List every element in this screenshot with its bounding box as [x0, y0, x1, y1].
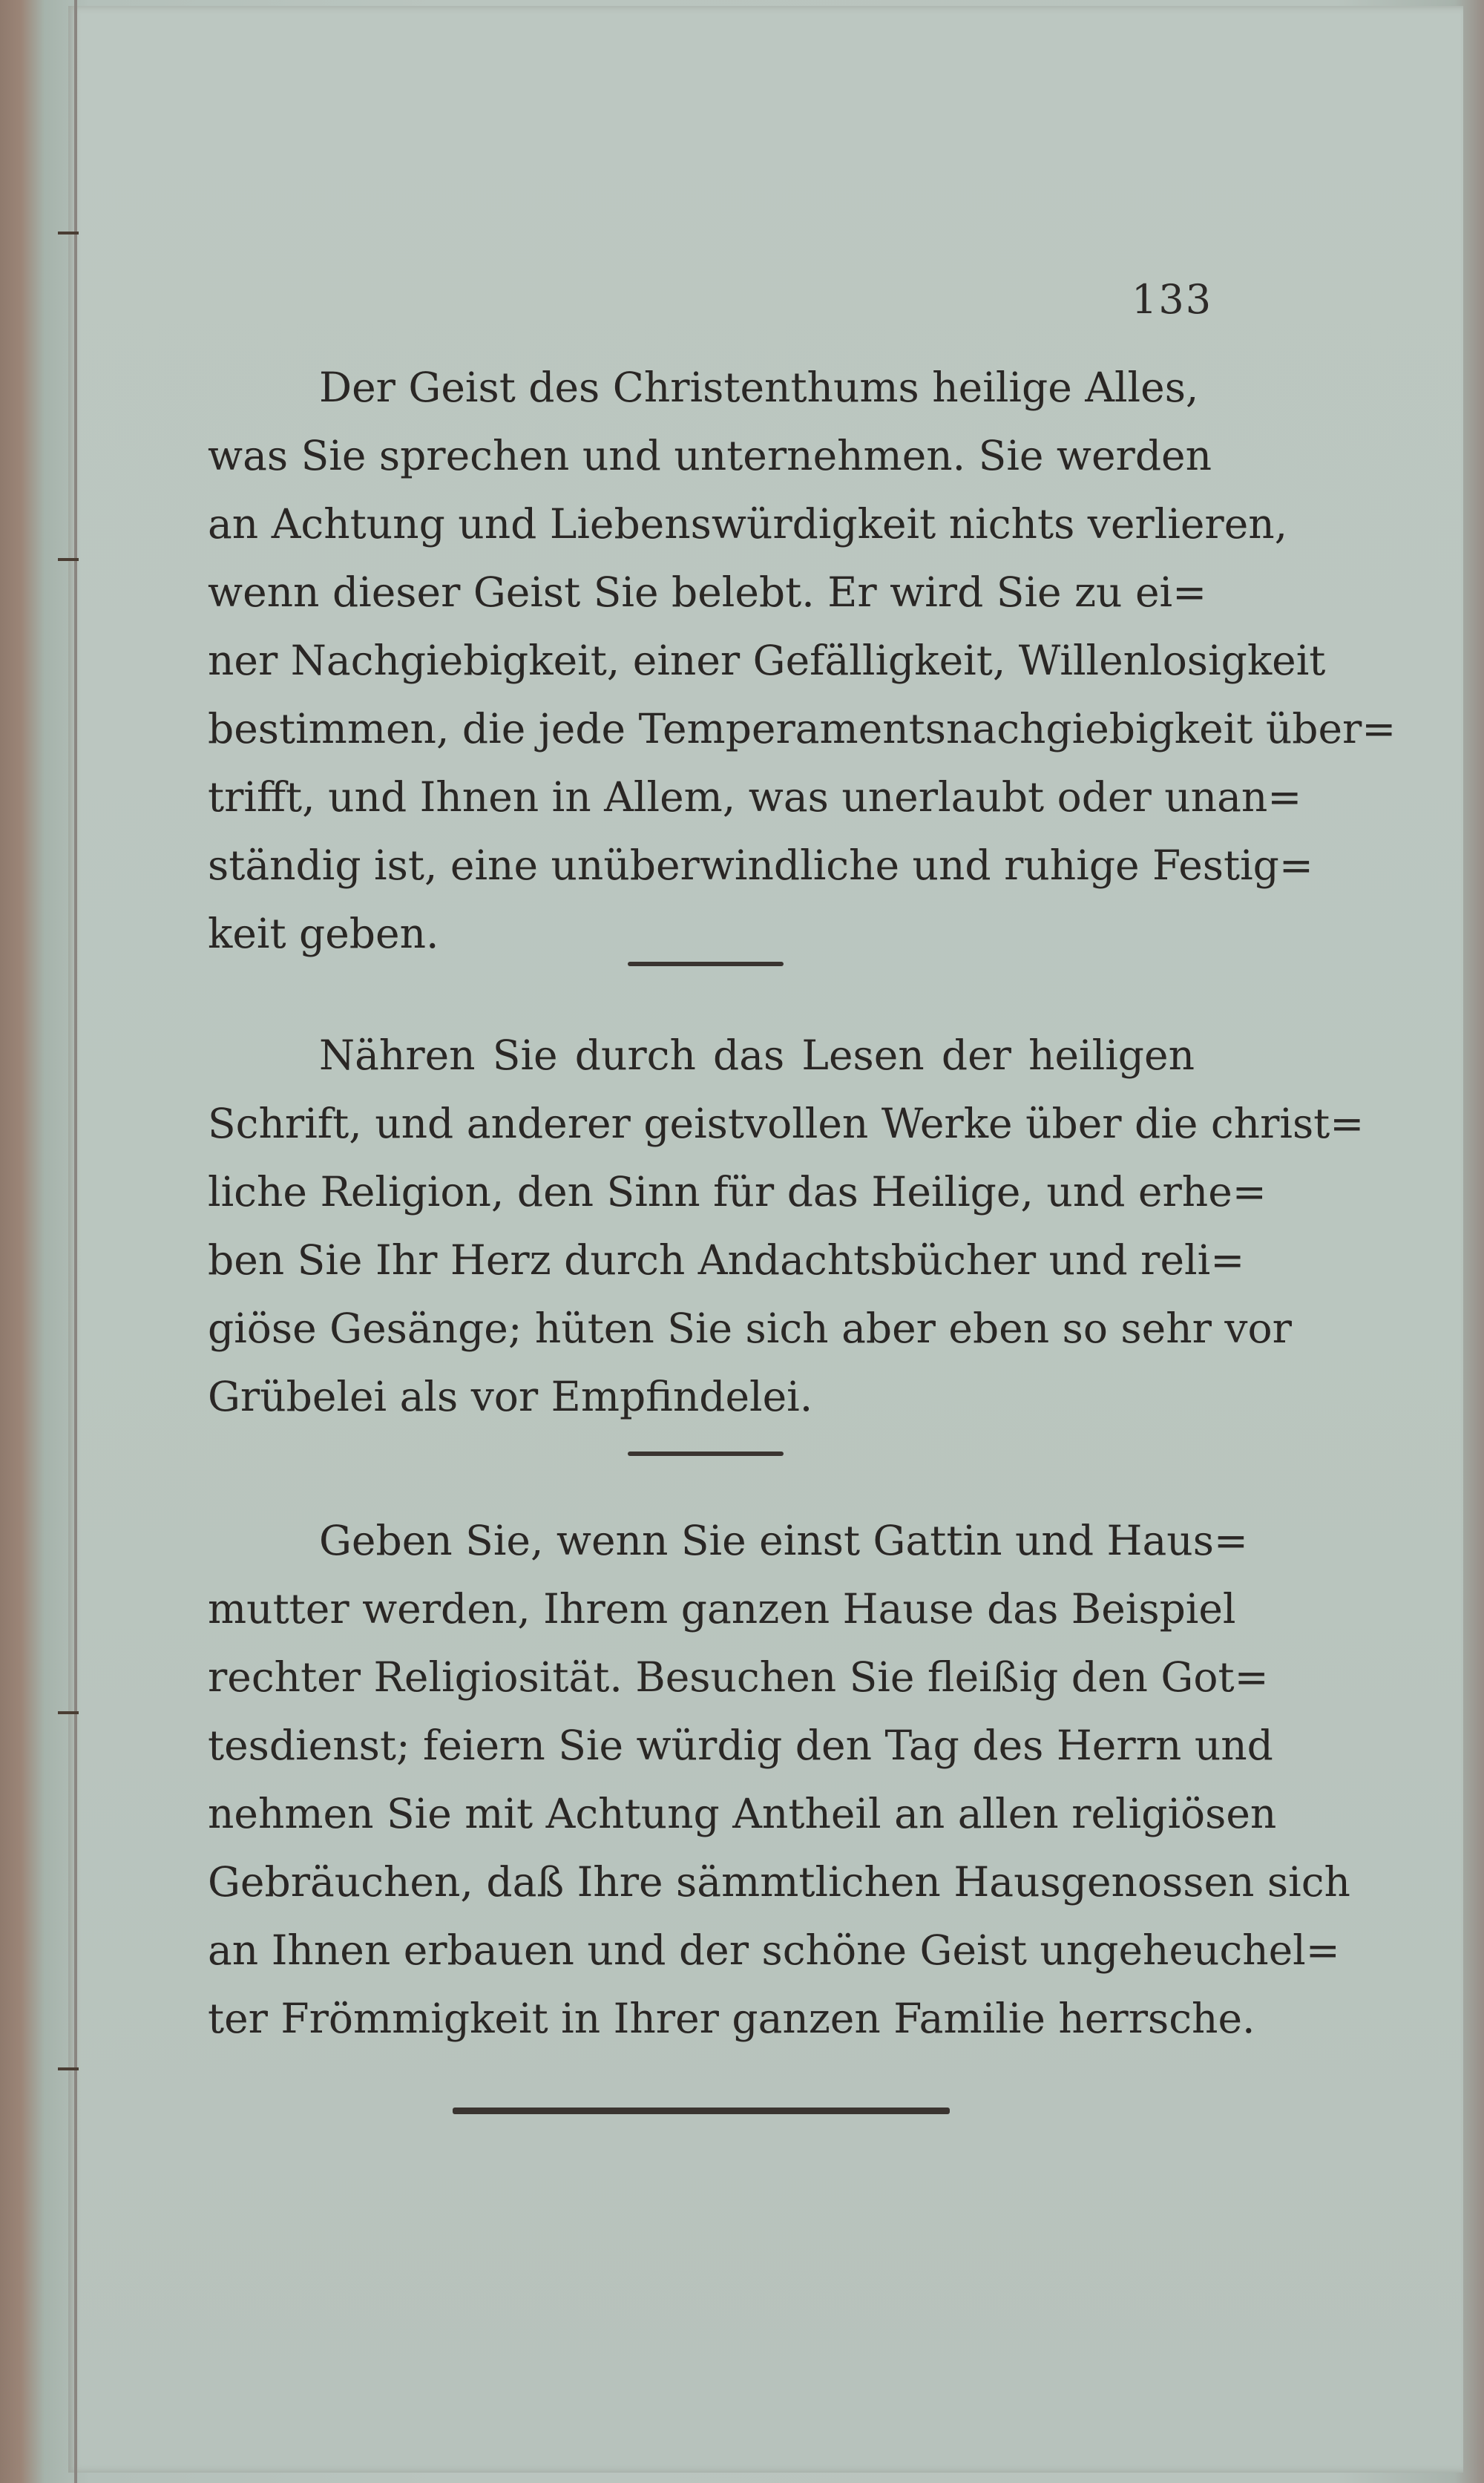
text-line: mutter werden, Ihrem ganzen Hause das Beispiel	[208, 1585, 1236, 1633]
text-line: liche Religion, den Sinn für das Heilige, und erhe=	[208, 1168, 1267, 1216]
text-line: bestimmen, die jede Temperamentsnachgiebigkeit über=	[208, 705, 1396, 752]
text-line: Der Geist des Christenthums heilige Alles,	[319, 364, 1199, 411]
text-line: an Achtung und Liebenswürdigkeit nichts verlieren,	[208, 500, 1288, 548]
text-line: ben Sie Ihr Herz durch Andachtsbücher und reli=	[208, 1236, 1245, 1284]
gutter-mark	[58, 1711, 79, 1714]
gutter-mark	[58, 558, 79, 561]
text-line: Gebräuchen, daß Ihre sämmtlichen Hausgenossen sich	[208, 1858, 1350, 1906]
paragraph-1	[208, 353, 1396, 968]
text-line: tesdienst; feiern Sie würdig den Tag des Herrn und	[208, 1722, 1273, 1769]
text-line: Schrift, und anderer geistvollen Werke über die christ=	[208, 1100, 1365, 1147]
gutter-mark	[58, 2067, 79, 2070]
text-line: nehmen Sie mit Achtung Antheil an allen religiösen	[208, 1790, 1277, 1837]
paragraph-2	[208, 1021, 1365, 1431]
section-divider	[628, 962, 784, 966]
text-line: rechter Religiosität. Besuchen Sie fleißig den Got=	[208, 1653, 1269, 1701]
binding-edge	[74, 0, 77, 2483]
text-line: ständig ist, eine unüberwindliche und ruhige Festig=	[208, 842, 1313, 889]
end-rule	[453, 2108, 950, 2114]
text-line: ner Nachgiebigkeit, einer Gefälligkeit, Willenlosigkeit	[208, 637, 1326, 684]
text-line: Geben Sie, wenn Sie einst Gattin und Haus=	[319, 1517, 1249, 1564]
text-line: wenn dieser Geist Sie belebt. Er wird Sie zu ei=	[208, 568, 1207, 616]
paragraph-3	[208, 1506, 1350, 2053]
text-line: Nähren Sie durch das Lesen der heiligen	[319, 1031, 1195, 1079]
text-line: ter Frömmigkeit in Ihrer ganzen Familie herrsche.	[208, 1995, 1255, 2042]
page-number: 133	[1132, 276, 1213, 323]
text-line: an Ihnen erbauen und der schöne Geist ungeheuchel=	[208, 1926, 1340, 1974]
section-divider	[628, 1452, 784, 1456]
text-line: giöse Gesänge; hüten Sie sich aber eben so sehr vor	[208, 1305, 1292, 1352]
gutter-mark	[58, 232, 79, 234]
text-line: was Sie sprechen und unternehmen. Sie werden	[208, 432, 1212, 479]
text-line: trifft, und Ihnen in Allem, was unerlaubt oder unan=	[208, 773, 1302, 821]
text-line: Grübelei als vor Empfindelei.	[208, 1373, 813, 1420]
text-line: keit geben.	[208, 910, 439, 957]
